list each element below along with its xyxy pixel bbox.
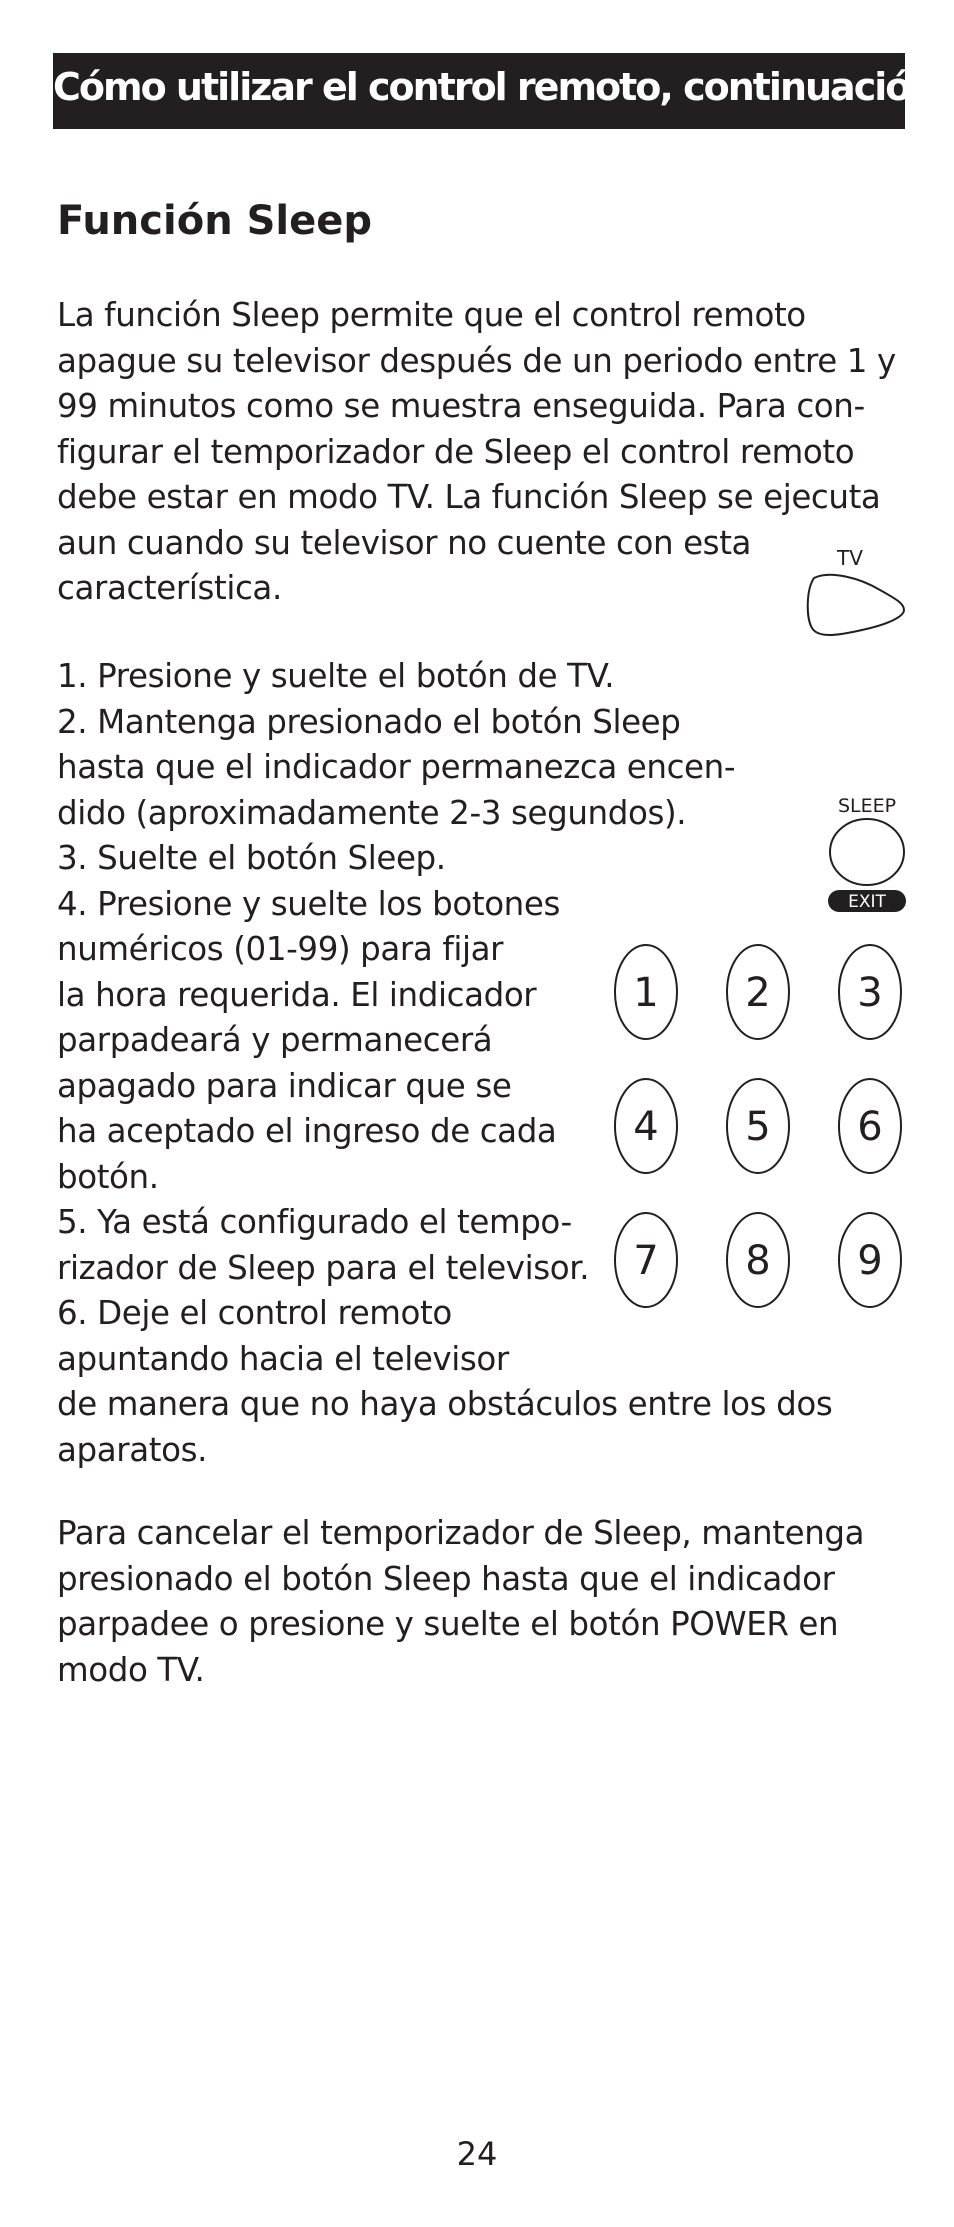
step-line: aparatos. (57, 1430, 208, 1469)
tv-button-label: TV (837, 546, 863, 570)
key-5-label: 5 (745, 1104, 771, 1150)
step-line: apuntando hacia el televisor (57, 1339, 509, 1378)
tv-button-illustration (800, 540, 910, 645)
step-line: de manera que no haya obstáculos entre los dos (57, 1385, 833, 1423)
text-line: Para cancelar el temporizador de Sleep, mantenga (57, 1514, 865, 1552)
key-8-label: 8 (745, 1238, 771, 1284)
step-line: 6. Deje el control remoto (57, 1294, 452, 1332)
key-2-label: 2 (745, 970, 771, 1016)
key-1 (615, 945, 677, 1039)
page-title: Cómo utilizar el control remoto, continuación (53, 65, 935, 109)
step-line: 5. Ya está configurado el tempo- (57, 1203, 572, 1241)
step-line: numéricos (01-99) para fijar (57, 930, 504, 968)
key-9-label: 9 (857, 1238, 883, 1284)
key-6-label: 6 (857, 1104, 883, 1150)
key-6 (839, 1079, 901, 1173)
section-heading: Función Sleep (57, 198, 372, 244)
cancel-paragraph (57, 1511, 864, 1693)
text-line: La función Sleep permite que el control remoto (57, 296, 806, 334)
step-line: 4. Presione y suelte los botones (57, 884, 561, 923)
text-line: aun cuando su televisor no cuente con esta (57, 523, 752, 562)
number-keypad-illustration (610, 940, 920, 1325)
key-7-label: 7 (633, 1238, 659, 1284)
key-5 (727, 1079, 789, 1173)
key-2 (727, 945, 789, 1039)
key-4 (615, 1079, 677, 1173)
exit-label: EXIT (848, 892, 886, 912)
sleep-button-illustration (822, 790, 912, 920)
text-line: característica. (57, 569, 282, 607)
sleep-button-label: SLEEP (837, 795, 897, 817)
text-line: 99 minutos como se muestra enseguida. Para con- (57, 387, 865, 425)
tv-button-shape (808, 575, 904, 635)
step-line: apagado para indicar que se (57, 1066, 512, 1105)
step-line: hasta que el indicador permanezca encen- (57, 748, 736, 786)
key-7 (615, 1213, 677, 1307)
step-line: ha aceptado el ingreso de cada (57, 1112, 557, 1150)
text-line: modo TV. (57, 1650, 205, 1689)
text-line: debe estar en modo TV. La función Sleep se ejecuta (57, 478, 881, 516)
key-9 (839, 1213, 901, 1307)
step-line: 3. Suelte el botón Sleep. (57, 839, 446, 877)
step-line: la hora requerida. El indicador (57, 975, 537, 1014)
step-line: dido (aproximadamente 2-3 segundos). (57, 793, 687, 832)
key-3-label: 3 (857, 970, 883, 1016)
step-line: 1. Presione y suelte el botón de TV. (57, 657, 615, 695)
header-bar (53, 53, 935, 129)
step-line: rizador de Sleep para el televisor. (57, 1248, 590, 1287)
text-line: presionado el botón Sleep hasta que el indicador (57, 1559, 835, 1598)
text-line: apague su televisor después de un periodo entre 1 y (57, 341, 896, 380)
key-4-label: 4 (633, 1104, 659, 1150)
key-1-label: 1 (633, 970, 659, 1016)
text-line: figurar el temporizador de Sleep el control remoto (57, 432, 855, 471)
page-number: 24 (456, 2135, 498, 2173)
key-3 (839, 945, 901, 1039)
step-line: 2. Mantenga presionado el botón Sleep (57, 702, 681, 741)
sleep-button-shape (830, 819, 904, 885)
text-line: parpadee o presione y suelte el botón POWER en (57, 1605, 839, 1643)
key-8 (727, 1213, 789, 1307)
step-line: parpadeará y permanecerá (57, 1021, 493, 1059)
intro-paragraph (57, 293, 896, 612)
step-line: botón. (57, 1157, 159, 1196)
